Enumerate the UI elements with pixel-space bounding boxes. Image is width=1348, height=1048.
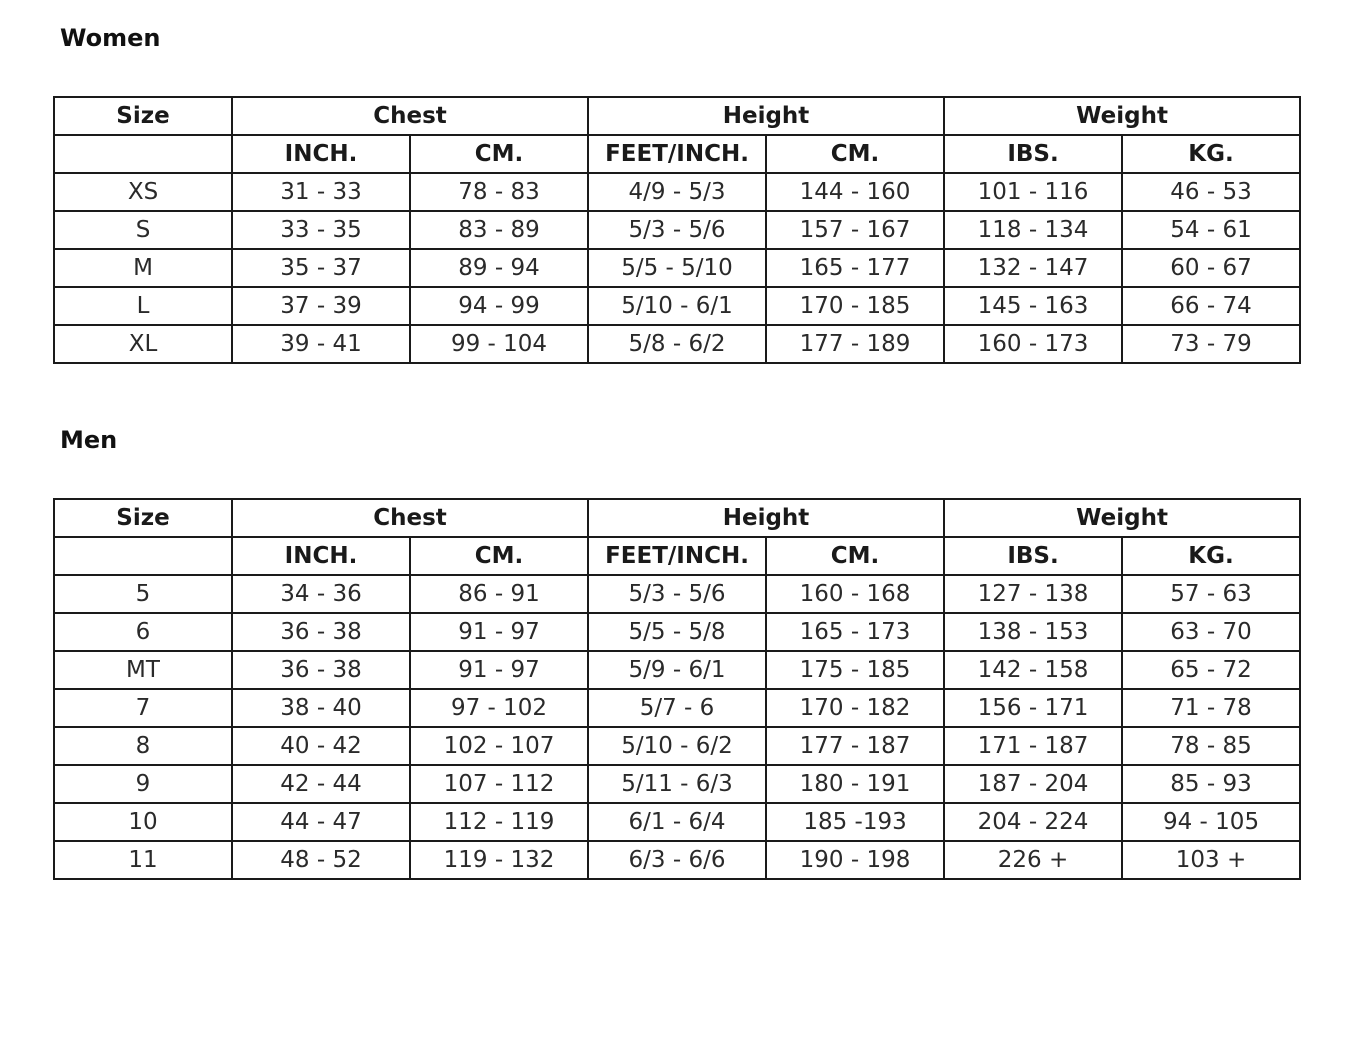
size-cell: 11 — [54, 841, 232, 879]
height-feet-inch-cell: 5/11 - 6/3 — [588, 765, 766, 803]
height-feet-inch-cell: 4/9 - 5/3 — [588, 173, 766, 211]
table-row — [54, 651, 1300, 689]
table-group-header-row — [54, 97, 1300, 135]
weight-ibs-cell: 138 - 153 — [944, 613, 1122, 651]
chest-cm-cell: 97 - 102 — [410, 689, 588, 727]
height-feet-inch-cell: 5/5 - 5/10 — [588, 249, 766, 287]
table-row — [54, 325, 1300, 363]
chest-inch-cell: 48 - 52 — [232, 841, 410, 879]
height-cm-cell: 165 - 173 — [766, 613, 944, 651]
chest-inch-cell: 39 - 41 — [232, 325, 410, 363]
size-cell: M — [54, 249, 232, 287]
chest-cm-cell: 86 - 91 — [410, 575, 588, 613]
weight-ibs-cell: 204 - 224 — [944, 803, 1122, 841]
chest-cm-header: CM. — [410, 135, 588, 173]
chest-cm-cell: 91 - 97 — [410, 651, 588, 689]
size-cell: 10 — [54, 803, 232, 841]
height-cm-header: CM. — [766, 135, 944, 173]
table-row — [54, 249, 1300, 287]
weight-kg-cell: 65 - 72 — [1122, 651, 1300, 689]
weight-ibs-cell: 132 - 147 — [944, 249, 1122, 287]
women-section-title: Women — [60, 24, 161, 52]
table-unit-header-row — [54, 135, 1300, 173]
weight-header: Weight — [944, 499, 1300, 537]
chest-cm-cell: 89 - 94 — [410, 249, 588, 287]
height-cm-cell: 185 -193 — [766, 803, 944, 841]
size-cell: 9 — [54, 765, 232, 803]
weight-kg-cell: 46 - 53 — [1122, 173, 1300, 211]
height-feet-inch-cell: 5/7 - 6 — [588, 689, 766, 727]
weight-kg-cell: 63 - 70 — [1122, 613, 1300, 651]
table-unit-header-row — [54, 537, 1300, 575]
men-size-table — [53, 498, 1301, 880]
height-header: Height — [588, 499, 944, 537]
chest-inch-cell: 38 - 40 — [232, 689, 410, 727]
size-cell: 8 — [54, 727, 232, 765]
chest-cm-header: CM. — [410, 537, 588, 575]
weight-kg-cell: 71 - 78 — [1122, 689, 1300, 727]
chest-cm-cell: 112 - 119 — [410, 803, 588, 841]
size-unit-blank — [54, 537, 232, 575]
weight-ibs-cell: 142 - 158 — [944, 651, 1122, 689]
weight-kg-cell: 94 - 105 — [1122, 803, 1300, 841]
chest-cm-cell: 78 - 83 — [410, 173, 588, 211]
height-header: Height — [588, 97, 944, 135]
chest-inch-cell: 35 - 37 — [232, 249, 410, 287]
weight-kg-header: KG. — [1122, 537, 1300, 575]
height-cm-cell: 144 - 160 — [766, 173, 944, 211]
table-row — [54, 173, 1300, 211]
size-cell: MT — [54, 651, 232, 689]
height-feet-inch-header: FEET/INCH. — [588, 135, 766, 173]
women-table-body — [54, 173, 1300, 363]
height-feet-inch-header: FEET/INCH. — [588, 537, 766, 575]
size-header: Size — [54, 499, 232, 537]
chest-inch-cell: 36 - 38 — [232, 613, 410, 651]
table-row — [54, 211, 1300, 249]
weight-ibs-cell: 156 - 171 — [944, 689, 1122, 727]
chest-inch-cell: 34 - 36 — [232, 575, 410, 613]
weight-kg-cell: 66 - 74 — [1122, 287, 1300, 325]
weight-ibs-cell: 118 - 134 — [944, 211, 1122, 249]
chest-inch-cell: 40 - 42 — [232, 727, 410, 765]
weight-kg-cell: 54 - 61 — [1122, 211, 1300, 249]
weight-header: Weight — [944, 97, 1300, 135]
height-feet-inch-cell: 5/3 - 5/6 — [588, 211, 766, 249]
chest-inch-cell: 44 - 47 — [232, 803, 410, 841]
chest-inch-cell: 42 - 44 — [232, 765, 410, 803]
height-cm-cell: 190 - 198 — [766, 841, 944, 879]
men-table-body — [54, 575, 1300, 879]
table-row — [54, 689, 1300, 727]
height-feet-inch-cell: 5/10 - 6/2 — [588, 727, 766, 765]
height-cm-cell: 170 - 185 — [766, 287, 944, 325]
chest-header: Chest — [232, 499, 588, 537]
height-cm-cell: 177 - 187 — [766, 727, 944, 765]
chest-cm-cell: 91 - 97 — [410, 613, 588, 651]
size-cell: 5 — [54, 575, 232, 613]
height-cm-cell: 157 - 167 — [766, 211, 944, 249]
height-feet-inch-cell: 6/3 - 6/6 — [588, 841, 766, 879]
men-section-title: Men — [60, 426, 118, 454]
chest-cm-cell: 107 - 112 — [410, 765, 588, 803]
weight-kg-header: KG. — [1122, 135, 1300, 173]
weight-ibs-cell: 171 - 187 — [944, 727, 1122, 765]
weight-kg-cell: 57 - 63 — [1122, 575, 1300, 613]
table-row — [54, 765, 1300, 803]
weight-kg-cell: 103 + — [1122, 841, 1300, 879]
height-cm-cell: 180 - 191 — [766, 765, 944, 803]
table-row — [54, 841, 1300, 879]
table-row — [54, 575, 1300, 613]
chest-inch-cell: 37 - 39 — [232, 287, 410, 325]
table-group-header-row — [54, 499, 1300, 537]
size-unit-blank — [54, 135, 232, 173]
height-cm-cell: 177 - 189 — [766, 325, 944, 363]
chest-cm-cell: 119 - 132 — [410, 841, 588, 879]
chest-cm-cell: 83 - 89 — [410, 211, 588, 249]
weight-kg-cell: 60 - 67 — [1122, 249, 1300, 287]
table-row — [54, 613, 1300, 651]
chest-cm-cell: 99 - 104 — [410, 325, 588, 363]
height-cm-cell: 160 - 168 — [766, 575, 944, 613]
weight-ibs-cell: 187 - 204 — [944, 765, 1122, 803]
table-row — [54, 287, 1300, 325]
size-cell: XL — [54, 325, 232, 363]
table-row — [54, 803, 1300, 841]
weight-kg-cell: 85 - 93 — [1122, 765, 1300, 803]
size-cell: L — [54, 287, 232, 325]
weight-ibs-cell: 127 - 138 — [944, 575, 1122, 613]
size-cell: XS — [54, 173, 232, 211]
chest-inch-header: INCH. — [232, 135, 410, 173]
height-feet-inch-cell: 5/5 - 5/8 — [588, 613, 766, 651]
weight-ibs-header: IBS. — [944, 135, 1122, 173]
chest-inch-cell: 33 - 35 — [232, 211, 410, 249]
weight-ibs-cell: 160 - 173 — [944, 325, 1122, 363]
weight-kg-cell: 78 - 85 — [1122, 727, 1300, 765]
height-feet-inch-cell: 6/1 - 6/4 — [588, 803, 766, 841]
height-feet-inch-cell: 5/3 - 5/6 — [588, 575, 766, 613]
chest-inch-cell: 31 - 33 — [232, 173, 410, 211]
height-cm-cell: 175 - 185 — [766, 651, 944, 689]
women-size-table — [53, 96, 1301, 364]
height-feet-inch-cell: 5/9 - 6/1 — [588, 651, 766, 689]
weight-kg-cell: 73 - 79 — [1122, 325, 1300, 363]
chest-header: Chest — [232, 97, 588, 135]
chest-inch-cell: 36 - 38 — [232, 651, 410, 689]
height-feet-inch-cell: 5/10 - 6/1 — [588, 287, 766, 325]
size-header: Size — [54, 97, 232, 135]
height-cm-cell: 170 - 182 — [766, 689, 944, 727]
chest-cm-cell: 94 - 99 — [410, 287, 588, 325]
table-row — [54, 727, 1300, 765]
height-cm-cell: 165 - 177 — [766, 249, 944, 287]
size-cell: 6 — [54, 613, 232, 651]
weight-ibs-cell: 226 + — [944, 841, 1122, 879]
weight-ibs-cell: 145 - 163 — [944, 287, 1122, 325]
height-cm-header: CM. — [766, 537, 944, 575]
height-feet-inch-cell: 5/8 - 6/2 — [588, 325, 766, 363]
weight-ibs-cell: 101 - 116 — [944, 173, 1122, 211]
chest-cm-cell: 102 - 107 — [410, 727, 588, 765]
weight-ibs-header: IBS. — [944, 537, 1122, 575]
size-cell: S — [54, 211, 232, 249]
size-cell: 7 — [54, 689, 232, 727]
chest-inch-header: INCH. — [232, 537, 410, 575]
